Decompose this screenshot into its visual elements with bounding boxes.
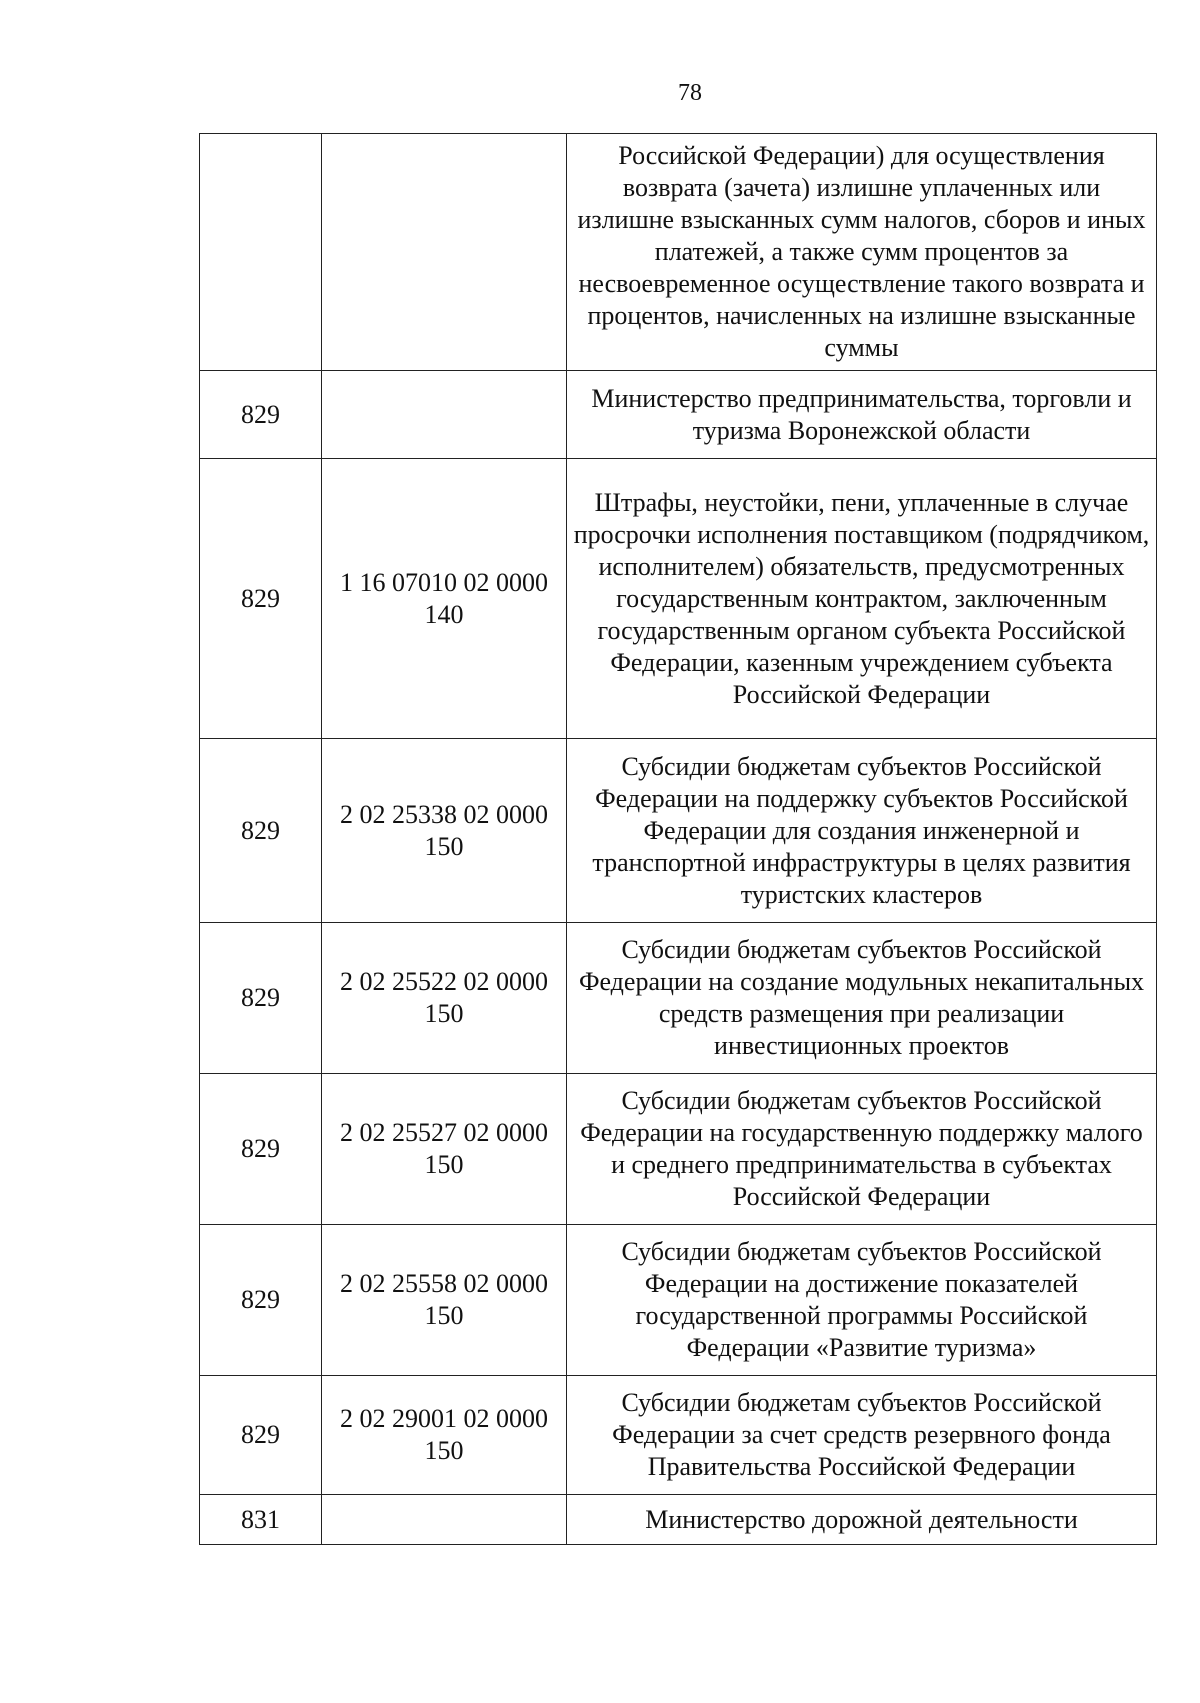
table-row xyxy=(200,923,1157,1074)
revenue-name-cell: Субсидии бюджетам субъектов Российской Федерации на поддержку субъектов Российской Федерации для создания инженерной и транспортной инфраструктуры в целях развития туристских кластеров xyxy=(567,739,1157,923)
revenue-name-cell: Субсидии бюджетам субъектов Российской Федерации за счет средств резервного фонда Правительства Российской Федерации xyxy=(567,1376,1157,1495)
kbk-cell xyxy=(322,1376,567,1495)
table-row xyxy=(200,739,1157,923)
kbk-code-line: 2 02 25338 02 0000 xyxy=(340,799,548,829)
admin-code-cell: 829 xyxy=(200,1225,322,1376)
admin-code-cell: 829 xyxy=(200,1376,322,1495)
kbk-cell xyxy=(322,371,567,459)
kbk-code-suffix: 150 xyxy=(424,999,464,1028)
admin-code-cell xyxy=(200,134,322,371)
kbk-code-suffix: 150 xyxy=(424,1150,464,1179)
table-row xyxy=(200,1495,1157,1545)
kbk-code-line: 2 02 29001 02 0000 xyxy=(340,1404,548,1433)
admin-code-cell: 831 xyxy=(200,1495,322,1545)
kbk-code-line: 2 02 25527 02 0000 xyxy=(340,1118,548,1147)
kbk-cell xyxy=(322,134,567,371)
kbk-code-line: 2 02 25558 02 0000 xyxy=(340,1269,548,1298)
kbk-cell xyxy=(322,1495,567,1545)
admin-code-cell: 829 xyxy=(200,371,322,459)
revenue-name-cell: Субсидии бюджетам субъектов Российской Федерации на достижение показателей государственной программы Российской Федерации «Развитие туризма» xyxy=(567,1225,1157,1376)
table-row xyxy=(200,1225,1157,1376)
revenue-name-cell: Министерство предпринимательства, торговли и туризма Воронежской области xyxy=(567,371,1157,459)
kbk-code-suffix: 150 xyxy=(424,1301,464,1330)
kbk-cell xyxy=(322,1225,567,1376)
table-row xyxy=(200,1074,1157,1225)
admin-code-cell: 829 xyxy=(200,923,322,1074)
revenue-name-cell: Субсидии бюджетам субъектов Российской Федерации на создание модульных некапитальных средств размещения при реализации инвестиционных проектов xyxy=(567,923,1157,1074)
table-row xyxy=(200,459,1157,739)
revenue-name-cell: Российской Федерации) для осуществления возврата (зачета) излишне уплаченных или излишне взысканных сумм налогов, сборов и иных платежей, а также сумм процентов за несвоевременное осуществление такого возврата и процентов, начисленных на излишне взысканные суммы xyxy=(567,134,1157,371)
kbk-cell xyxy=(322,1074,567,1225)
kbk-code-line: 2 02 25522 02 0000 xyxy=(340,967,548,996)
kbk-cell xyxy=(322,923,567,1074)
kbk-code-suffix: 140 xyxy=(424,599,464,629)
revenue-name-cell: Штрафы, неустойки, пени, уплаченные в случае просрочки исполнения поставщиком (подрядчиком, исполнителем) обязательств, предусмотренных государственным контрактом, заключенным государственным органом субъекта Российской Федерации, казенным учреждением субъекта Российской Федерации xyxy=(567,459,1157,739)
kbk-code-line: 1 16 07010 02 0000 xyxy=(340,567,548,597)
table-row xyxy=(200,134,1157,371)
revenue-name-cell: Министерство дорожной деятельности xyxy=(567,1495,1157,1545)
admin-code-cell: 829 xyxy=(200,1074,322,1225)
kbk-cell xyxy=(322,459,567,739)
revenue-name-cell: Субсидии бюджетам субъектов Российской Федерации на государственную поддержку малого и среднего предпринимательства в субъектах Российской Федерации xyxy=(567,1074,1157,1225)
admin-code-cell: 829 xyxy=(200,739,322,923)
kbk-code-suffix: 150 xyxy=(424,831,464,861)
admin-code-cell: 829 xyxy=(200,459,322,739)
revenue-codes-table xyxy=(199,133,1157,1545)
kbk-cell xyxy=(322,739,567,923)
page-number: 78 xyxy=(678,80,702,106)
table-row xyxy=(200,1376,1157,1495)
table-row xyxy=(200,371,1157,459)
kbk-code-suffix: 150 xyxy=(424,1436,464,1465)
